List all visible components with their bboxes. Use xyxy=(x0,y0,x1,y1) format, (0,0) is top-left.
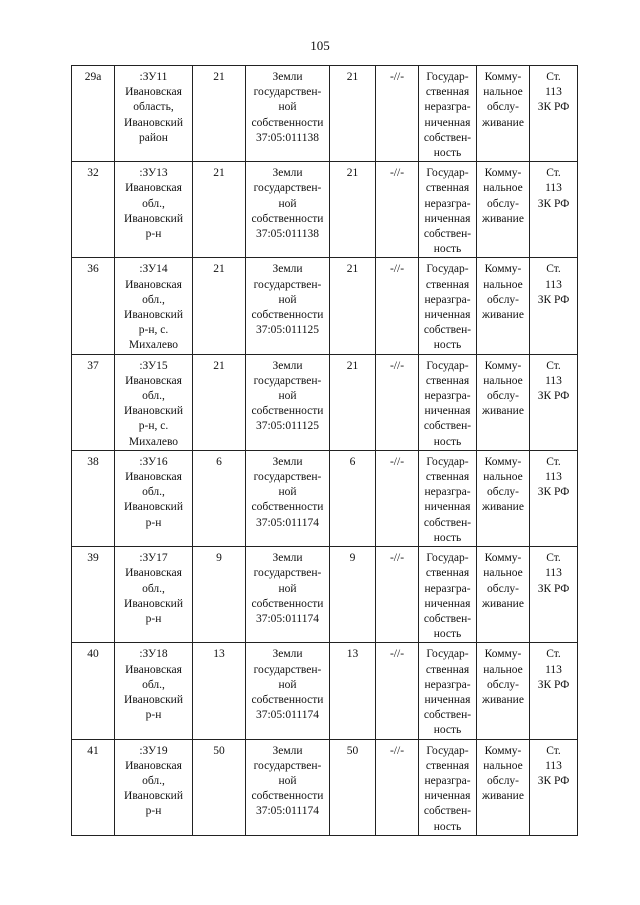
table-cell-area1: 6 xyxy=(193,450,246,546)
table-cell-ownership: Государ- ственная неразгра- ниченная собствен- ность xyxy=(419,643,477,739)
table-cell-mark: -//- xyxy=(376,66,419,162)
table-cell-area1: 13 xyxy=(193,643,246,739)
table-row xyxy=(72,162,578,258)
table-cell-category: Земли государствен- ной собственности 37:05:011174 xyxy=(246,739,330,835)
table-cell-plot: :ЗУ11 Ивановская область, Ивановский район xyxy=(115,66,193,162)
land-plots-table xyxy=(71,65,578,836)
table-cell-no: 37 xyxy=(72,354,115,450)
table-cell-ownership: Государ- ственная неразгра- ниченная собствен- ность xyxy=(419,739,477,835)
table-cell-use: Комму- нальное обслу- живание xyxy=(477,450,530,546)
table-cell-plot: :ЗУ14 Ивановская обл., Ивановский р-н, с. Михалево xyxy=(115,258,193,354)
table-cell-area2: 21 xyxy=(330,162,376,258)
table-cell-basis: Ст. 113 ЗК РФ xyxy=(530,66,578,162)
table-cell-category: Земли государствен- ной собственности 37:05:011174 xyxy=(246,643,330,739)
table-cell-use: Комму- нальное обслу- живание xyxy=(477,258,530,354)
table-cell-category: Земли государствен- ной собственности 37:05:011125 xyxy=(246,258,330,354)
table-cell-use: Комму- нальное обслу- живание xyxy=(477,354,530,450)
table-cell-basis: Ст. 113 ЗК РФ xyxy=(530,258,578,354)
table-cell-category: Земли государствен- ной собственности 37:05:011174 xyxy=(246,547,330,643)
table-cell-category: Земли государствен- ной собственности 37:05:011138 xyxy=(246,162,330,258)
table-cell-use: Комму- нальное обслу- живание xyxy=(477,66,530,162)
table-row xyxy=(72,547,578,643)
table-cell-area1: 21 xyxy=(193,354,246,450)
table-cell-no: 40 xyxy=(72,643,115,739)
table-cell-no: 36 xyxy=(72,258,115,354)
table-row xyxy=(72,258,578,354)
table-cell-use: Комму- нальное обслу- живание xyxy=(477,739,530,835)
table-cell-mark: -//- xyxy=(376,547,419,643)
table-cell-basis: Ст. 113 ЗК РФ xyxy=(530,354,578,450)
table-cell-area1: 21 xyxy=(193,258,246,354)
table-cell-ownership: Государ- ственная неразгра- ниченная собствен- ность xyxy=(419,258,477,354)
table-cell-area1: 21 xyxy=(193,162,246,258)
table-cell-mark: -//- xyxy=(376,450,419,546)
table-cell-no: 39 xyxy=(72,547,115,643)
table-cell-ownership: Государ- ственная неразгра- ниченная собствен- ность xyxy=(419,547,477,643)
table-cell-plot: :ЗУ13 Ивановская обл., Ивановский р-н xyxy=(115,162,193,258)
table-cell-category: Земли государствен- ной собственности 37:05:011125 xyxy=(246,354,330,450)
page-number: 105 xyxy=(310,38,330,53)
table-cell-area1: 50 xyxy=(193,739,246,835)
table-row xyxy=(72,354,578,450)
table-cell-basis: Ст. 113 ЗК РФ xyxy=(530,547,578,643)
table-cell-basis: Ст. 113 ЗК РФ xyxy=(530,450,578,546)
table-cell-ownership: Государ- ственная неразгра- ниченная собствен- ность xyxy=(419,162,477,258)
table-cell-no: 38 xyxy=(72,450,115,546)
table-cell-no: 32 xyxy=(72,162,115,258)
table-cell-ownership: Государ- ственная неразгра- ниченная собствен- ность xyxy=(419,66,477,162)
table-cell-basis: Ст. 113 ЗК РФ xyxy=(530,162,578,258)
table-row xyxy=(72,739,578,835)
table-cell-plot: :ЗУ18 Ивановская обл., Ивановский р-н xyxy=(115,643,193,739)
table-cell-mark: -//- xyxy=(376,354,419,450)
table-cell-plot: :ЗУ16 Ивановская обл., Ивановский р-н xyxy=(115,450,193,546)
table-cell-area2: 21 xyxy=(330,258,376,354)
table-cell-mark: -//- xyxy=(376,739,419,835)
table-cell-ownership: Государ- ственная неразгра- ниченная собствен- ность xyxy=(419,354,477,450)
table-cell-area2: 13 xyxy=(330,643,376,739)
table-row xyxy=(72,66,578,162)
table-cell-plot: :ЗУ15 Ивановская обл., Ивановский р-н, с. Михалево xyxy=(115,354,193,450)
table-cell-area2: 21 xyxy=(330,66,376,162)
table-cell-area2: 6 xyxy=(330,450,376,546)
table-cell-plot: :ЗУ19 Ивановская обл., Ивановский р-н xyxy=(115,739,193,835)
table-cell-use: Комму- нальное обслу- живание xyxy=(477,162,530,258)
table-cell-no: 29a xyxy=(72,66,115,162)
table-cell-plot: :ЗУ17 Ивановская обл., Ивановский р-н xyxy=(115,547,193,643)
table-row xyxy=(72,643,578,739)
table-cell-area2: 50 xyxy=(330,739,376,835)
table-cell-mark: -//- xyxy=(376,258,419,354)
table-cell-no: 41 xyxy=(72,739,115,835)
table-cell-basis: Ст. 113 ЗК РФ xyxy=(530,643,578,739)
table-cell-category: Земли государствен- ной собственности 37:05:011174 xyxy=(246,450,330,546)
table-row xyxy=(72,450,578,546)
table-cell-area2: 9 xyxy=(330,547,376,643)
table-cell-mark: -//- xyxy=(376,162,419,258)
table-cell-area2: 21 xyxy=(330,354,376,450)
table-cell-basis: Ст. 113 ЗК РФ xyxy=(530,739,578,835)
table-cell-mark: -//- xyxy=(376,643,419,739)
table-cell-area1: 9 xyxy=(193,547,246,643)
table-cell-area1: 21 xyxy=(193,66,246,162)
table-cell-ownership: Государ- ственная неразгра- ниченная собствен- ность xyxy=(419,450,477,546)
table-cell-category: Земли государствен- ной собственности 37:05:011138 xyxy=(246,66,330,162)
table-cell-use: Комму- нальное обслу- живание xyxy=(477,643,530,739)
table-cell-use: Комму- нальное обслу- живание xyxy=(477,547,530,643)
